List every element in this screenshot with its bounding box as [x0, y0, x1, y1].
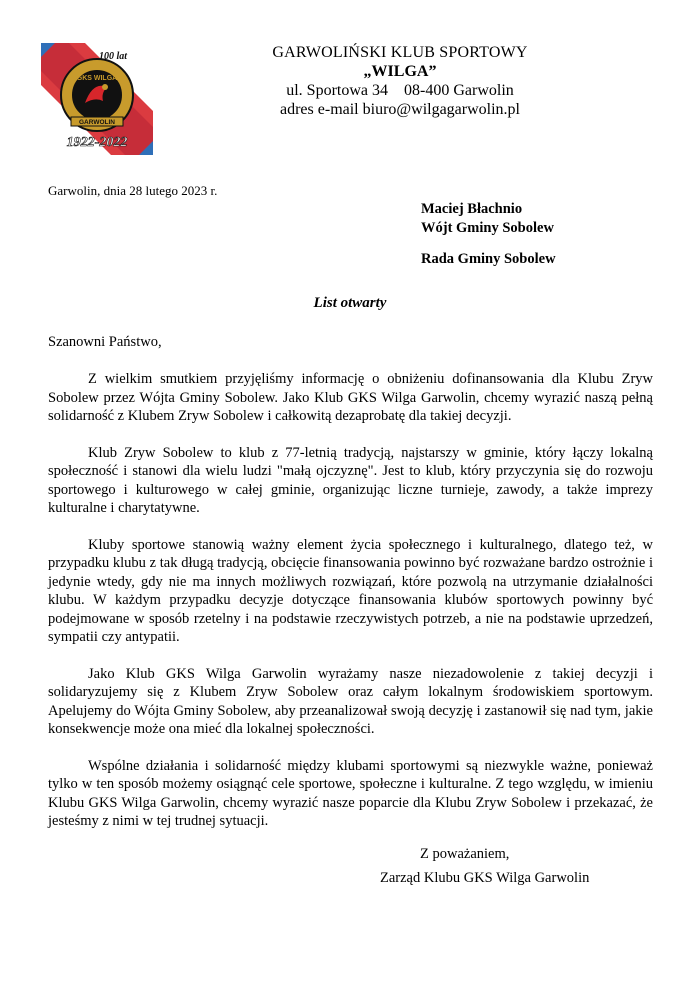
- body-paragraph: Kluby sportowe stanowią ważny element życia społecznego i kulturalnego, dlatego też, w przypadku klubu z tak długą tradycją, obcięcie finansowania powinno być rozważane bardzo ostrożnie i jedynie wtedy, gdy nie ma innych możliwych rozwiązań, które pozwolą na utrzymanie działalności klubu. W każdym przypadku decyzje dotyczące finansowania klubów sportowych powinny być podejmowane w sposób rzetelny i na podstawie rzeczywistych potrzeb, a nie na podstawie uprzedzeń, sympatii czy antypatii.: [48, 536, 653, 645]
- body-paragraph: Z wielkim smutkiem przyjęliśmy informację o obniżeniu dofinansowania dla Klubu Zryw Sobolew przez Wójta Gminy Sobolew. Jako Klub GKS Wilga Garwolin, chcemy wyrazić naszą pełną solidarność z Klubem Zryw Sobolew i całkowitą dezaprobatę dla takiej decyzji.: [48, 371, 653, 424]
- letter-body: [48, 370, 653, 849]
- logo-top-text: 100 lat: [98, 51, 128, 62]
- letter-subject: List otwarty: [313, 295, 387, 311]
- closing-block: [380, 842, 589, 890]
- letterhead: [250, 43, 550, 119]
- recipient-name: Maciej Błachnio: [421, 201, 523, 217]
- club-logo: [41, 43, 153, 155]
- letter-date: Garwolin, dnia 28 lutego 2023 r.: [48, 183, 218, 198]
- logo-ribbon-text: GARWOLIN: [79, 119, 115, 126]
- closing-signature: Zarząd Klubu GKS Wilga Garwolin: [380, 870, 590, 886]
- letterhead-email: adres e-mail biuro@wilgagarwolin.pl: [280, 101, 520, 118]
- body-paragraph: Wspólne działania i solidarność między klubami sportowymi są niezwykle ważne, ponieważ tylko w ten sposób możemy osiągnąć cele sportowe, społeczne i kulturalne. Z tego względu, w imieniu Klubu GKS Wilga Garwolin, chcemy wyrazić nasze poparcie dla Klubu Zryw Sobolew i przekazać, że jesteśmy z nimi w tej trudnej sytuacji.: [48, 757, 653, 829]
- recipient-title: Wójt Gminy Sobolew: [421, 220, 554, 236]
- body-paragraph: Klub Zryw Sobolew to klub z 77-letnią tradycją, najstarszy w gminie, który łączy lokalną społeczność i stanowi dla wielu ludzi "małą ojczyznę". Jest to klub, który przyczynia się do rozwoju sportowego i kulturowego w całej gminie, organizując liczne turnieje, zawody, a także imprezy kulturalne i charytatywne.: [48, 444, 653, 516]
- letterhead-club-nickname: „WILGA”: [363, 63, 437, 80]
- body-paragraph: Jako Klub GKS Wilga Garwolin wyrażamy nasze niezadowolenie z takiej decyzji i solidaryzujemy się z Klubem Zryw Sobolew oraz całym lokalnym środowiskiem sportowym. Apelujemy do Wójta Gminy Sobolew, aby przeanalizował swoją decyzję i zastanowił się nad tym, jakie konsekwencje może ona mieć dla lokalnej społeczności.: [48, 665, 653, 737]
- greeting: Szanowni Państwo,: [48, 334, 162, 350]
- recipients-block: [421, 200, 556, 269]
- logo-club-text: GKS WILGA: [76, 75, 118, 82]
- letterhead-club-name: GARWOLIŃSKI KLUB SPORTOWY: [272, 44, 528, 61]
- recipient-council: Rada Gminy Sobolew: [421, 251, 556, 267]
- letterhead-address: ul. Sportowa 34 08-400 Garwolin: [286, 82, 514, 99]
- logo-years: 1922-2022: [66, 135, 128, 150]
- club-emblem-icon: [41, 43, 153, 155]
- closing-salutation: Z poważaniem,: [420, 846, 510, 862]
